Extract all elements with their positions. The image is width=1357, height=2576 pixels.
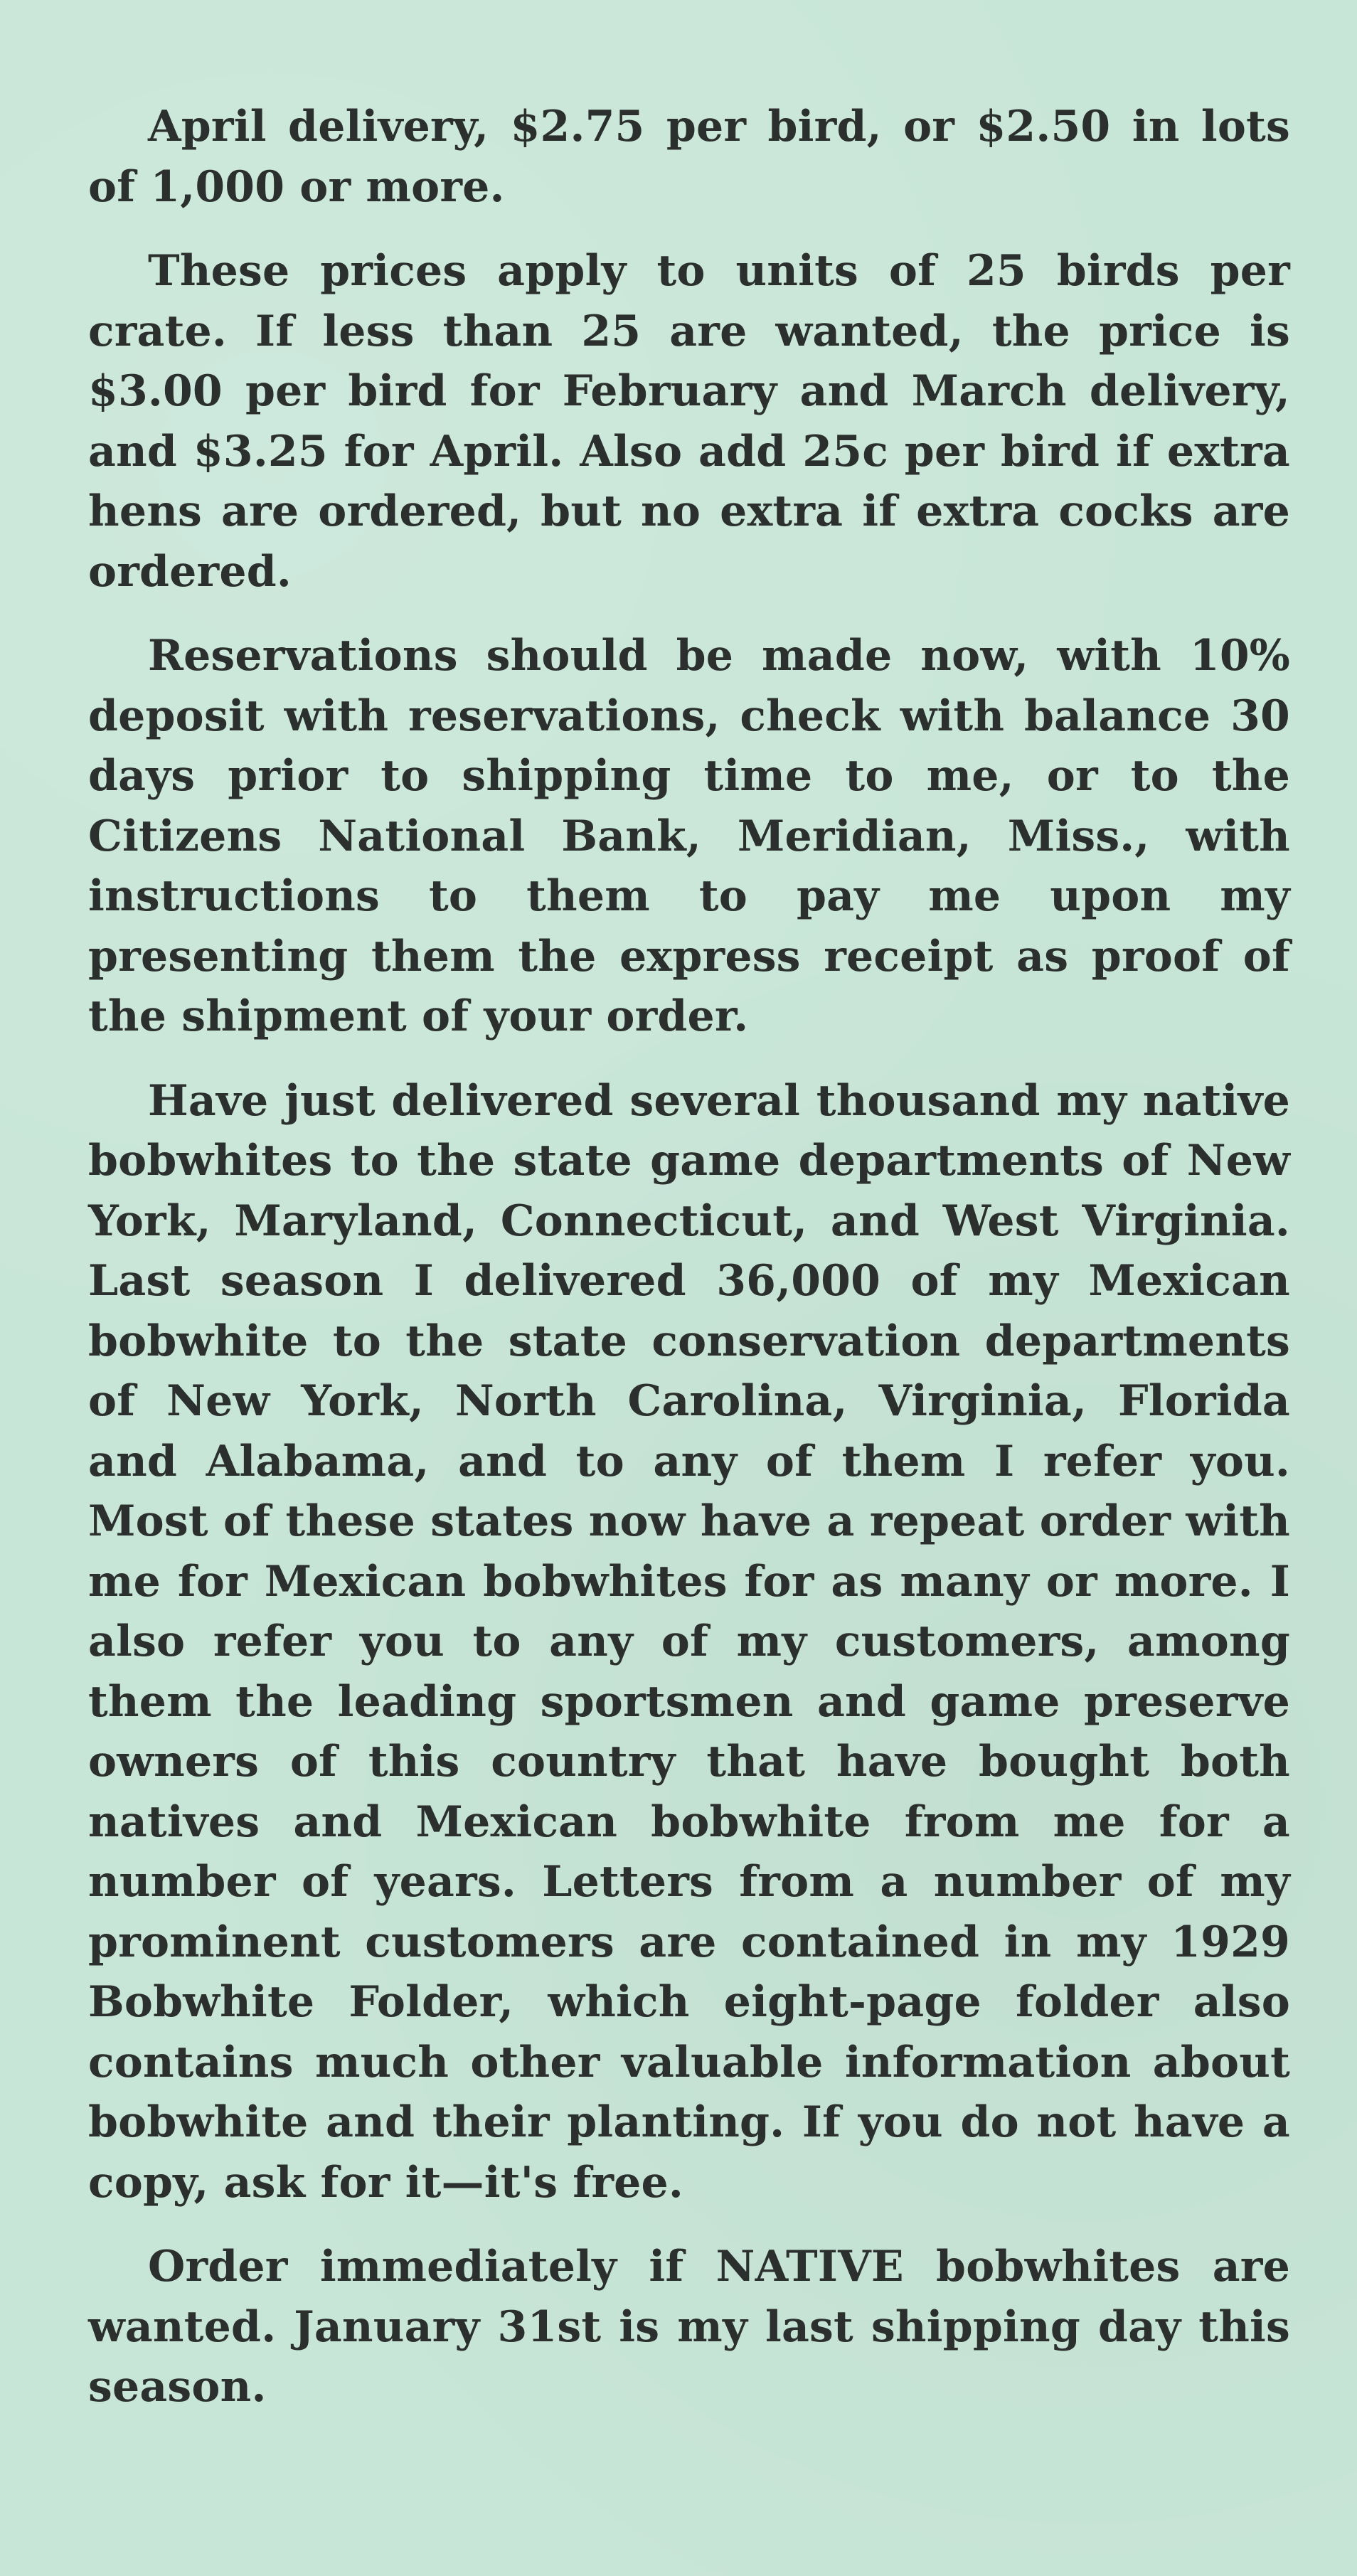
document-body [88, 97, 1290, 2417]
paragraph-order-deadline: Order immediately if NATIVE bobwhites are wanted. January 31st is my last shipping day this season. [88, 2242, 1290, 2412]
paragraph-unit-pricing: These prices apply to units of 25 birds per crate. If less than 25 are wanted, the price is $3.00 per bird for February and March delivery, and $3.25 for April. Also add 25c per bird if extra hens are ordered, but no extra if extra cocks are ordered. [88, 246, 1290, 597]
paragraph-deliveries-and-references: Have just delivered several thousand my native bobwhites to the state game departments of New York, Maryland, Connecticut, and West Virginia. Last season I delivered 36,000 of my Mexican bobwhite to the state conservation departments of New York, North Carolina, Virginia, Florida and Alabama, and to any of them I refer you. Most of these states now have a repeat order with me for Mexican bobwhites for as many or more. I also refer you to any of my customers, among them the leading sportsmen and game preserve owners of this country that have bought both natives and Mexican bobwhite from me for a number of years. Letters from a number of my prominent customers are contained in my 1929 Bobwhite Folder, which eight-page folder also contains much other valuable information about bobwhite and their planting. If you do not have a copy, ask for it—it's free. [88, 1075, 1290, 2208]
paragraph-reservations: Reservations should be made now, with 10% deposit with reservations, check with balance 30 days prior to shipping time to me, or to the Citizens National Bank, Meridian, Miss., with instructions to them to pay me upon my presenting them the express receipt as proof of the shipment of your order. [88, 631, 1290, 1041]
paragraph-delivery-pricing: April delivery, $2.75 per bird, or $2.50 in lots of 1,000 or more. [88, 102, 1290, 212]
